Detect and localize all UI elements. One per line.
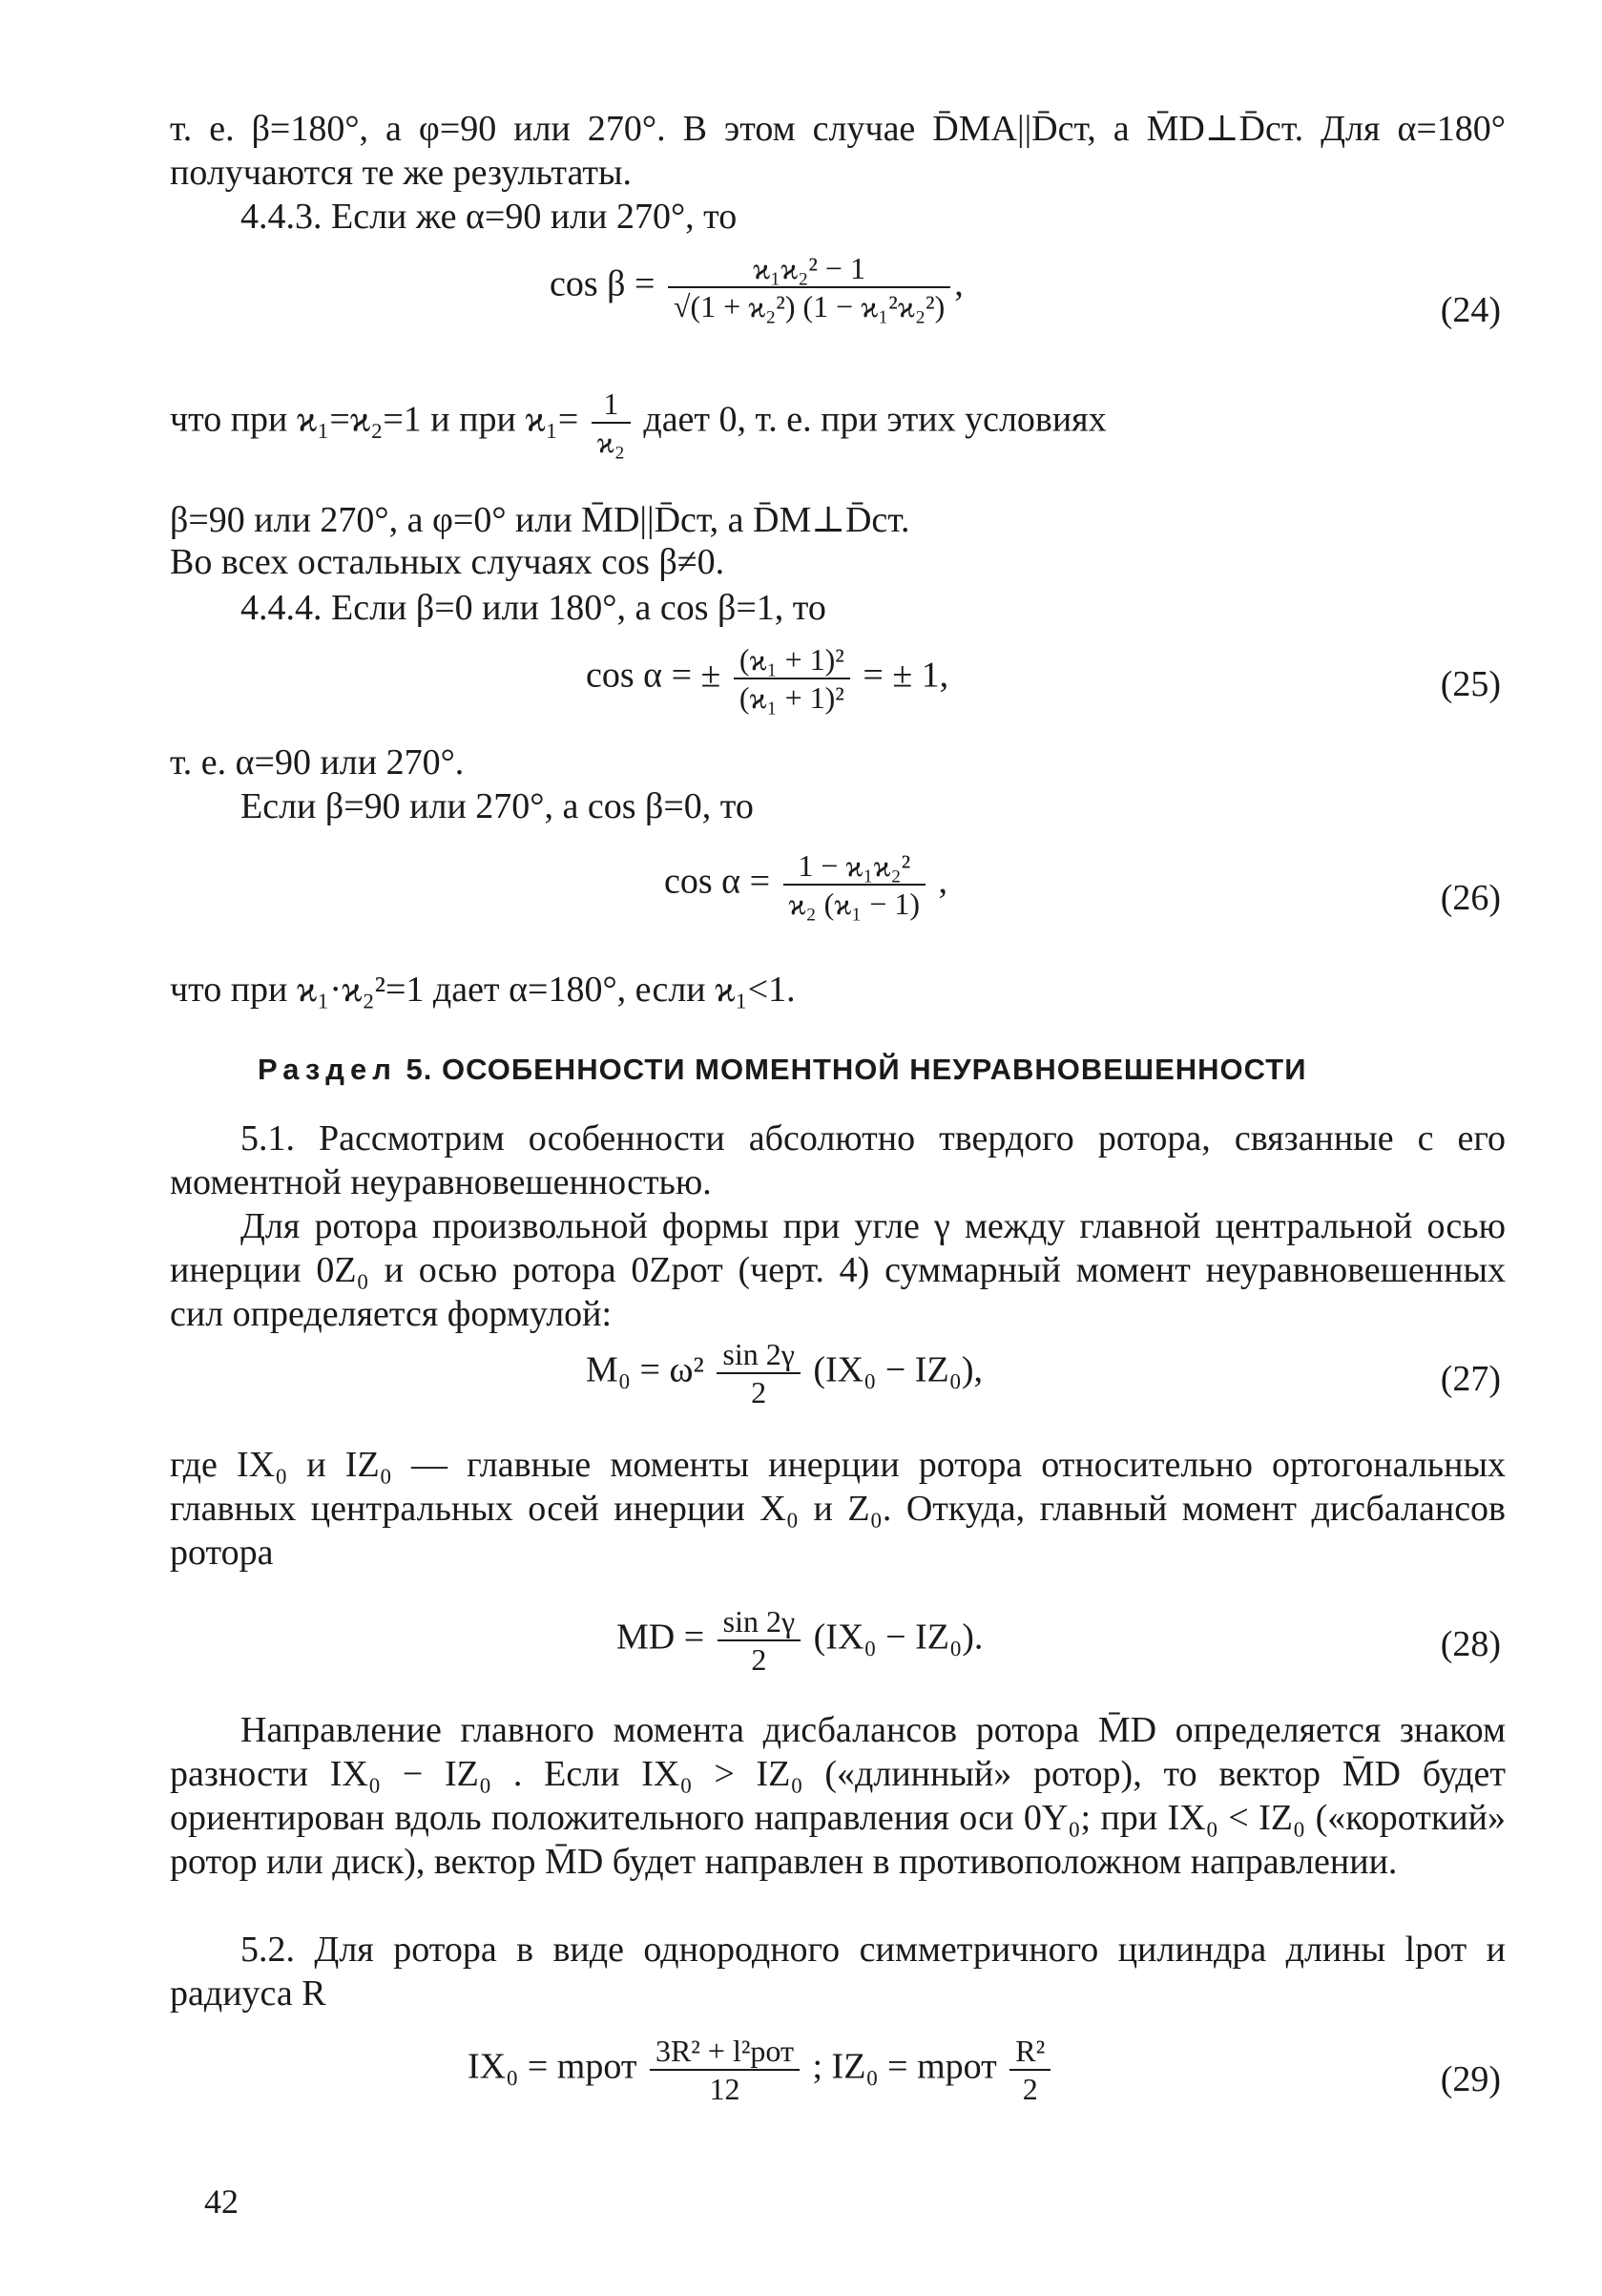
paragraph-3-frac-den: ϰ₂ <box>592 422 631 460</box>
eq29-numerator-1: 3R² + l²рот <box>655 2034 794 2068</box>
equation-25 <box>586 641 948 716</box>
eq27-lhs: M₀ = ω² <box>586 1349 704 1390</box>
paragraph-4: β=90 или 270°, а φ=0° или M̄D||D̄ст, а D̄M⊥D̄ст. <box>170 500 910 540</box>
eq25-lhs: cos α = ± <box>586 655 721 696</box>
section-heading-prefix: Раздел <box>258 1053 397 1086</box>
eq28-lhs: MD = <box>616 1617 705 1658</box>
section-heading-title: 5. ОСОБЕННОСТИ МОМЕНТНОЙ НЕУРАВНОВЕШЕННОСТИ <box>406 1053 1307 1086</box>
eq29-fraction-1 <box>650 2033 800 2107</box>
eq29-denominator-2: 2 <box>1009 2069 1051 2107</box>
eq29-middle: ; IZ₀ = mрот <box>812 2046 997 2087</box>
eq27-rhs: (IX₀ − IZ₀), <box>813 1349 984 1390</box>
eq27-number: (27) <box>1440 1359 1501 1399</box>
paragraph-5-1: 5.1. Рассмотрим особенности абсолютно твердого ротора, связанные с его моментной неуравновешенностью. <box>170 1118 1506 1202</box>
eq26-number: (26) <box>1440 878 1501 918</box>
eq28-number: (28) <box>1440 1624 1501 1664</box>
paragraph-3-fraction <box>592 386 631 460</box>
eq26-fraction <box>783 847 926 922</box>
equation-27 <box>586 1336 983 1410</box>
eq29-fraction-2 <box>1009 2033 1051 2107</box>
eq25-number: (25) <box>1440 664 1501 704</box>
equation-26 <box>664 847 947 922</box>
eq24-number: (24) <box>1440 290 1501 330</box>
paragraph-3-frac-num: 1 <box>603 386 619 421</box>
paragraph-5-2: 5.2. Для ротора в виде однородного симметричного цилиндра длины lрот и радиуса R <box>170 1930 1506 2014</box>
eq28-numerator: sin 2γ <box>722 1604 796 1639</box>
eq24-denominator: √(1 + ϰ₂²) (1 − ϰ₁²ϰ₂²) <box>668 286 950 324</box>
eq25-numerator: (ϰ₁ + 1)² <box>739 642 844 677</box>
eq25-denominator: (ϰ₁ + 1)² <box>734 678 850 716</box>
equation-28 <box>616 1603 983 1678</box>
paragraph-7: т. е. α=90 или 270°. <box>170 742 465 783</box>
paragraph-11: Для ротора произвольной формы при угле γ между главной центральной осью инерции 0Z₀ и осью ротора 0Zрот (черт. 4) суммарный момент неуравновешенных сил определяется формулой: <box>170 1206 1506 1334</box>
paragraph-4-4-3: 4.4.3. Если же α=90 или 270°, то <box>240 197 738 237</box>
eq28-denominator: 2 <box>718 1639 801 1678</box>
eq26-lhs: cos α = <box>664 861 770 902</box>
eq28-fraction <box>718 1603 801 1678</box>
paragraph-13: Направление главного момента дисбалансов ротора M̄D определяется знаком разности IX₀ − IZ₀ . Если IX₀ > IZ₀ («длинный» ротор), то вектор M̄D будет ориентирован вдоль положительного направления оси 0Y₀; при IX₀ < IZ₀ («короткий» ротор или диск), вектор M̄D будет направлен в противоположном направлении. <box>170 1710 1506 1882</box>
eq29-number: (29) <box>1440 2059 1501 2099</box>
eq26-denominator: ϰ₂ (ϰ₁ − 1) <box>783 884 926 922</box>
eq25-fraction <box>734 641 850 716</box>
eq24-lhs: cos β = <box>550 263 655 304</box>
eq29-numerator-2: R² <box>1015 2034 1046 2068</box>
eq25-rhs: = ± 1, <box>863 655 949 696</box>
paragraph-9: что при ϰ₁·ϰ₂²=1 дает α=180°, если ϰ₁<1. <box>170 970 796 1010</box>
page-number: 42 <box>204 2182 239 2221</box>
paragraph-12: где IX₀ и IZ₀ — главные моменты инерции ротора относительно ортогональных главных центральных осей инерции X₀ и Z₀. Откуда, главный момент дисбалансов ротора <box>170 1445 1506 1573</box>
eq27-fraction <box>717 1336 800 1410</box>
paragraph-5: Во всех остальных случаях cos β≠0. <box>170 542 725 582</box>
eq26-numerator: 1 − ϰ₁ϰ₂² <box>798 848 911 883</box>
eq27-numerator: sin 2γ <box>722 1337 795 1371</box>
paragraph-3-end: дает 0, т. е. при этих условиях <box>643 399 1107 440</box>
eq28-rhs: (IX₀ − IZ₀). <box>813 1617 984 1658</box>
equation-29 <box>468 2033 1054 2107</box>
paragraph-4-4-4: 4.4.4. Если β=0 или 180°, а cos β=1, то <box>240 588 826 628</box>
eq24-numerator: ϰ₁ϰ₂² − 1 <box>753 251 865 285</box>
equation-24: cos β = $\frac{\text{ϰ₁ϰ₂² − 1}}{\text{√(1 + ϰ₂²) (1 − ϰ₁²ϰ₂²)}}$ , <box>550 251 964 324</box>
eq29-denominator-1: 12 <box>650 2069 800 2107</box>
section-heading <box>258 1048 1306 1092</box>
eq27-denominator: 2 <box>717 1372 800 1410</box>
paragraph-1: т. е. β=180°, а φ=90 или 270°. В этом случае D̄MA||D̄ст, а M̄D⊥D̄ст. Для α=180° получаются те же результаты. <box>170 109 1506 193</box>
eq24-fraction <box>668 250 950 324</box>
eq26-rhs: , <box>938 861 948 902</box>
paragraph-8: Если β=90 или 270°, а cos β=0, то <box>240 786 754 826</box>
paragraph-3 <box>170 386 1107 460</box>
paragraph-3-start: что при ϰ₁=ϰ₂=1 и при ϰ₁= <box>170 399 579 440</box>
eq29-lhs: IX₀ = mрот <box>468 2046 637 2087</box>
